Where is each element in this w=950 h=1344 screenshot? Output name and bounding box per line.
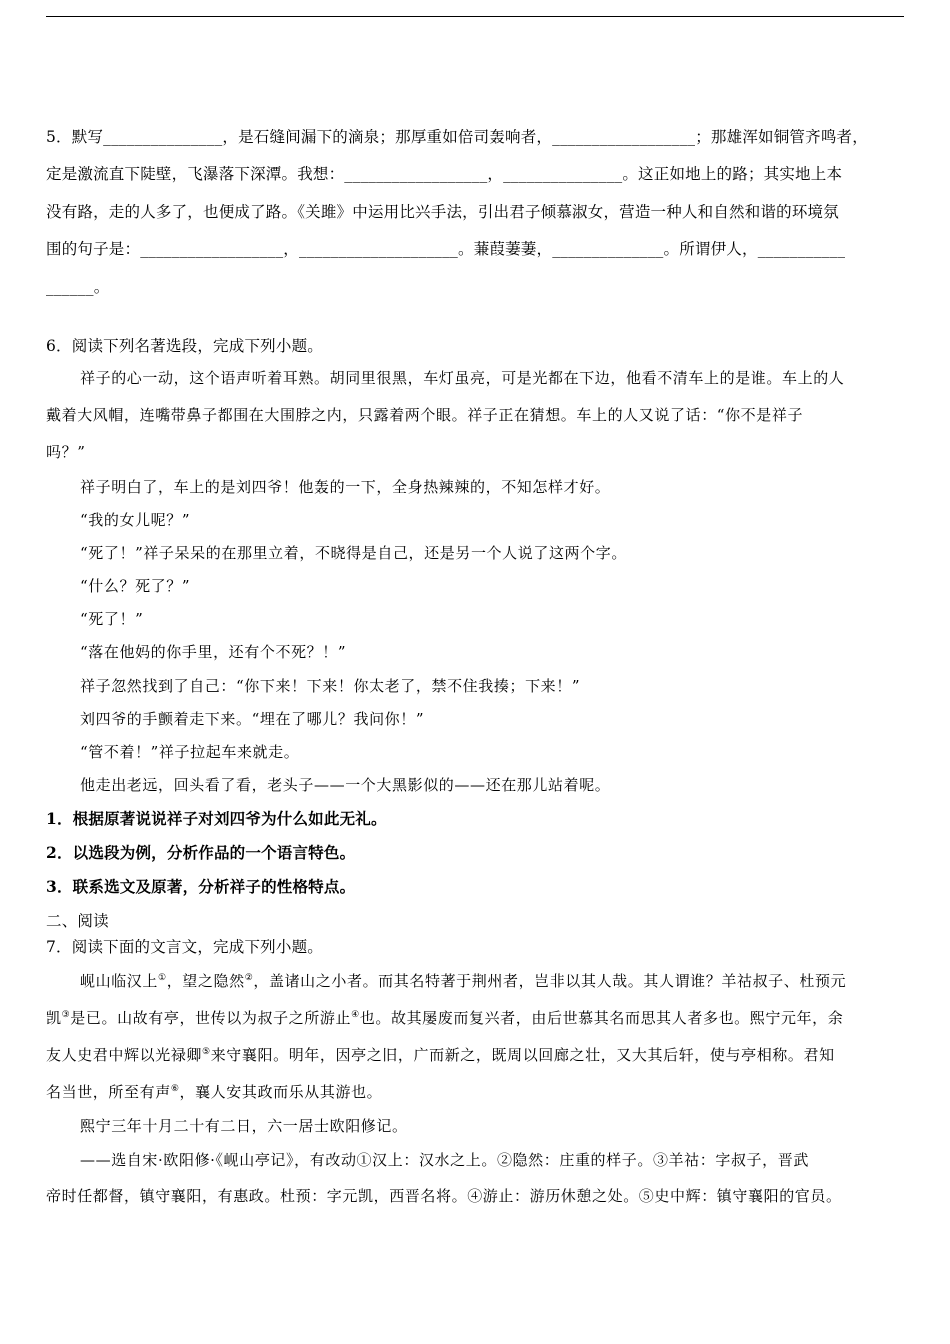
q6-passage-line: 戴着大风帽，连嘴带鼻子都围在大围脖之内，只露着两个眼。祥子正在猜想。车上的人又说了话：“你不是祥子	[46, 406, 804, 424]
q5-line-4: 围的句子是：__________________，____________________。蒹葭萋萋，______________。所谓伊人，___________	[46, 240, 846, 258]
q6-subquestion-2: 2．以选段为例，分析作品的一个语言特色。	[46, 843, 356, 862]
header-rule	[46, 16, 904, 17]
footnote-marker: ②	[244, 973, 254, 983]
text-run: ，襄人安其政而乐从其游也。	[179, 1083, 383, 1101]
q6-passage-line: “我的女儿呢？”	[80, 511, 191, 529]
footnote-marker: ⑥	[170, 1084, 180, 1094]
text-run: ，盖诸山之小者。而其名特著于荆州者，岂非以其人哉。其人谓谁？羊祜叔子、杜预元	[253, 972, 847, 990]
q6-subquestion-3: 3．联系选文及原著，分析祥子的性格特点。	[46, 877, 356, 896]
text-run: 名当世，所至有声	[46, 1083, 171, 1101]
text-run: 也。故其屡废而复兴者，由后世慕其名而思其人者多也。熙宁元年，余	[359, 1009, 844, 1027]
text-run: 岘山临汉上	[80, 972, 159, 990]
q6-passage-line: “什么？死了？”	[80, 577, 191, 595]
text-run: 凯	[46, 1009, 62, 1027]
q6-passage-line: 他走出老远，回头看了看，老头子——一个大黑影似的——还在那儿站着呢。	[80, 776, 611, 794]
footnote-marker: ⑤	[202, 1047, 211, 1057]
q6-passage-line: “管不着！”祥子拉起车来就走。	[80, 743, 300, 761]
footnote-marker: ①	[158, 973, 167, 983]
text-run: ，望之隐然	[166, 972, 245, 990]
q7-date-line: 熙宁三年十月二十有二日，六一居士欧阳修记。	[80, 1117, 408, 1135]
q7-title: 7．阅读下面的文言文，完成下列小题。	[46, 938, 323, 956]
q7-passage-line	[46, 1007, 904, 1029]
footnote-marker: ④	[351, 1010, 360, 1020]
text-run: 来守襄阳。明年，因亭之旧，广而新之，既周以回廊之壮，又大其后轩，使与亭相称。君知	[210, 1046, 835, 1064]
q7-passage-line	[46, 1044, 904, 1066]
q6-passage-line: 刘四爷的手颤着走下来。“埋在了哪儿？我问你！”	[80, 710, 425, 728]
q7-source-line: 帝时任都督，镇守襄阳，有惠政。杜预：字元凯，西晋名将。④游止：游历休憩之处。⑤史中辉：镇守襄阳的官员。	[46, 1187, 842, 1205]
q5-line-2: 定是激流直下陡壁，飞瀑落下深潭。我想：__________________，_______________。这正如地上的路；其实地上本	[46, 165, 843, 183]
q5-line-5: ______。	[46, 278, 110, 296]
q6-passage-line: “死了！”祥子呆呆的在那里立着，不晓得是自己，还是另一个人说了这两个字。	[80, 544, 627, 562]
footnote-marker: ③	[61, 1010, 71, 1020]
section-heading: 二、阅读	[46, 912, 109, 930]
q6-passage-line: 吗？”	[46, 443, 86, 461]
q6-passage-line: 祥子明白了，车上的是刘四爷！他轰的一下，全身热辣辣的，不知怎样才好。	[80, 478, 611, 496]
q7-passage-line	[46, 1081, 904, 1103]
q7-passage-line	[80, 970, 904, 992]
q5-line-3: 没有路，走的人多了，也便成了路。《关雎》中运用比兴手法，引出君子倾慕淑女，营造一种人和自然和谐的环境氛	[46, 203, 839, 221]
q6-passage-line: 祥子忽然找到了自己：“你下来！下来！你太老了，禁不住我揍；下来！”	[80, 677, 581, 695]
text-run: 是已。山故有亭，世传以为叔子之所游止	[70, 1009, 352, 1027]
q6-passage-line: “落在他妈的你手里，还有个不死？！”	[80, 643, 347, 661]
q6-title: 6．阅读下列名著选段，完成下列小题。	[46, 337, 323, 355]
q6-passage-line: “死了！”	[80, 610, 144, 628]
q5-line-1: 5．默写_______________，是石缝间漏下的滴泉；那厚重如倍司轰响者，__________________；那雄浑如铜管齐鸣者，	[46, 128, 868, 146]
q6-passage-line: 祥子的心一动，这个语声听着耳熟。胡同里很黑，车灯虽亮，可是光都在下边，他看不清车上的是谁。车上的人	[80, 369, 845, 387]
text-run: 友人史君中辉以光禄卿	[46, 1046, 203, 1064]
q7-source-line: ——选自宋·欧阳修·《岘山亭记》，有改动①汉上：汉水之上。②隐然：庄重的样子。③羊祜：字叔子，晋武	[80, 1151, 809, 1169]
q6-subquestion-1: 1．根据原著说说祥子对刘四爷为什么如此无礼。	[46, 809, 387, 828]
